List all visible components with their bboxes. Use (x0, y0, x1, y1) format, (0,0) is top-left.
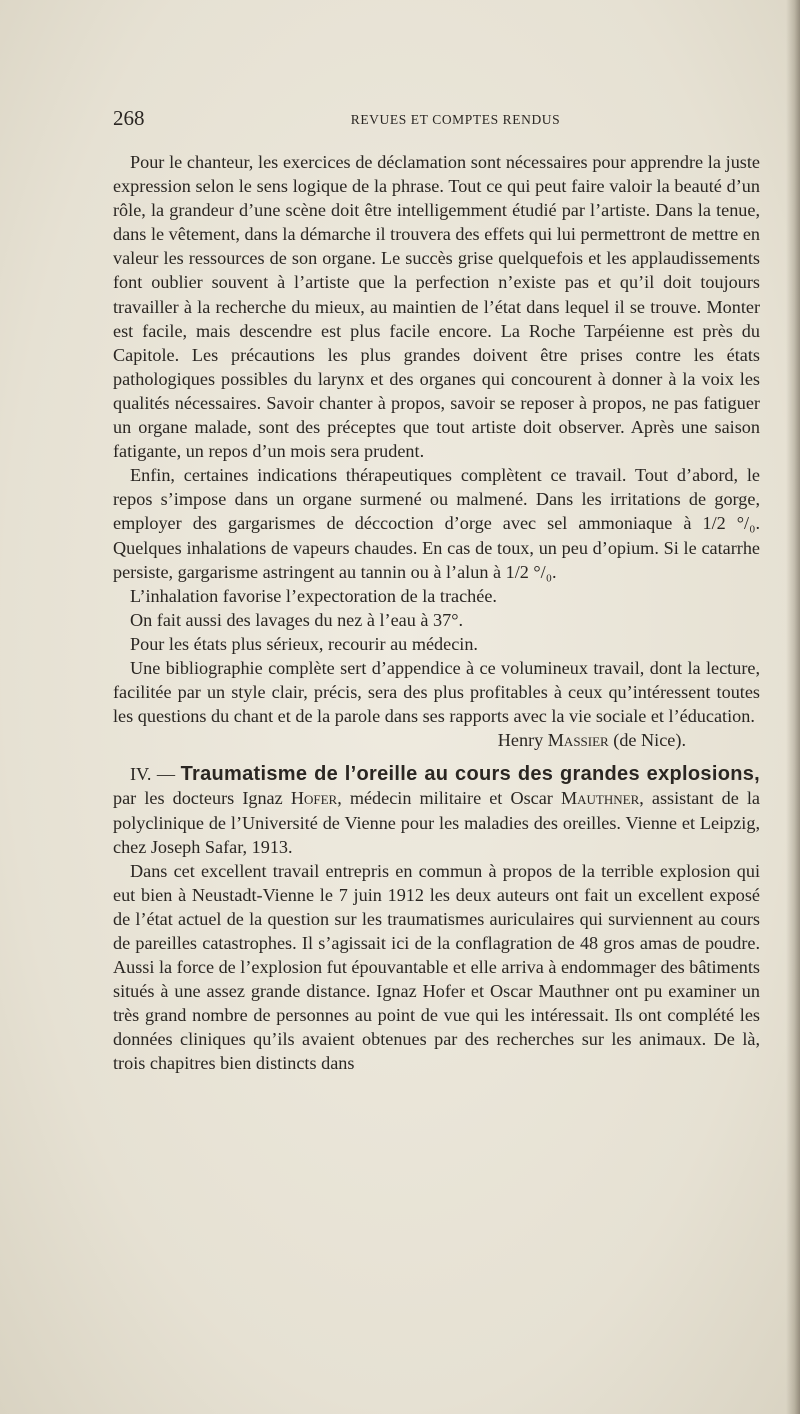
section-title: Traumatisme de l’oreille au cours des grandes explosions, (180, 763, 761, 786)
paragraph: Pour les états plus sérieux, recourir au médecin. (130, 633, 478, 654)
section-number: IV. — (130, 764, 176, 785)
page-body (113, 150, 760, 1076)
byline-post: , assistant de la polyclinique de l’Université de Vienne pour les maladies des oreilles. Vienne et Leipzig, chez Joseph Safar, 1913. (113, 788, 760, 857)
page-header (113, 106, 758, 132)
review-signature (113, 728, 760, 752)
author-hofer: Hofer (290, 788, 338, 809)
running-title: REVUES ET COMPTES RENDUS (350, 112, 561, 127)
section-heading-paragraph (113, 762, 760, 858)
page-number: 268 (113, 106, 145, 130)
byline-pre: par les docteurs Ignaz (113, 788, 291, 809)
byline-mid: , médecin militaire et Oscar (337, 788, 561, 809)
signature-surname: Massier (547, 730, 609, 751)
paragraph: Enfin, certaines indications thérapeutiques complètent ce travail. Tout d’abord, le repos s’impose dans un organe surmené ou malmené. Dans les irritations de gorge, employer des gargarismes de déccoction d’orge avec sel ammoniaque à 1/2 °/₀. Quelques inhalations de vapeurs chaudes. En cas de toux, un peu d’opium. Si le catarrhe persiste, gargarisme astringent au tannin ou à l’alun à 1/2 °/₀. (113, 465, 760, 582)
paragraph: Une bibliographie complète sert d’appendice à ce volumineux travail, dont la lecture, facilitée par un style clair, précis, sera des plus profitables à ceux qu’intéressent toutes les questions du chant et de la parole dans ses rapports avec la vie sociale et l’éducation. (113, 657, 760, 727)
author-mauthner: Mauthner (560, 788, 640, 809)
paragraph: Dans cet excellent travail entrepris en commun à propos de la terrible explosion qui eut bien à Neustadt-Vienne le 7 juin 1912 les deux auteurs ont fait un excellent exposé de l’état actuel de la question sur les traumatismes auriculaires qui surviennent au cours de pareilles catastrophes. Il s’agissait ici de la conflagration de 48 gros amas de poudre. Aussi la force de l’explosion fut épouvantable et elle arriva à endommager des bâtiments situés à une assez grande distance. Ignaz Hofer et Oscar Mauthner ont pu examiner un très grand nombre de personnes au point de vue qui les intéressait. Ils ont complété les données cliniques qu’ils avaient obtenues par des recherches sur les animaux. De là, trois chapitres bien distincts dans (113, 860, 760, 1074)
paragraph: L’inhalation favorise l’expectoration de la trachée. (130, 585, 497, 606)
page-spine-shadow (786, 0, 800, 1414)
paragraph: On fait aussi des lavages du nez à l’eau à 37°. (130, 609, 464, 630)
signature-place: (de Nice). (613, 730, 686, 751)
signature-name: Henry (497, 730, 544, 751)
paragraph: Pour le chanteur, les exercices de déclamation sont nécessaires pour apprendre la juste expression selon le sens logique de la phrase. Tout ce qui peut faire valoir la beauté d’un rôle, la grandeur d’une scène doit être intelligemment étudié par l’artiste. Dans la tenue, dans le vêtement, dans la démarche il trouvera des effets qui lui permettront de mettre en valeur les ressources de son organe. Le succès grise quelquefois et les applaudissements font oublier souvent à l’artiste que la perfection n’existe pas et qu’il doit toujours travailler à la recherche du mieux, au maintien de l’état dans lequel il se trouve. Monter est facile, mais descendre est plus facile encore. La Roche Tarpéienne est près du Capitole. Les précautions les plus grandes doivent être prises contre les états pathologiques possibles du larynx et des organes qui concourent à donner à la voix les qualités nécessaires. Savoir chanter à propos, savoir se reposer à propos, ne pas fatiguer un organe malade, sont des préceptes que tout artiste doit observer. Après une saison fatigante, un repos d’un mois sera prudent. (113, 152, 760, 462)
